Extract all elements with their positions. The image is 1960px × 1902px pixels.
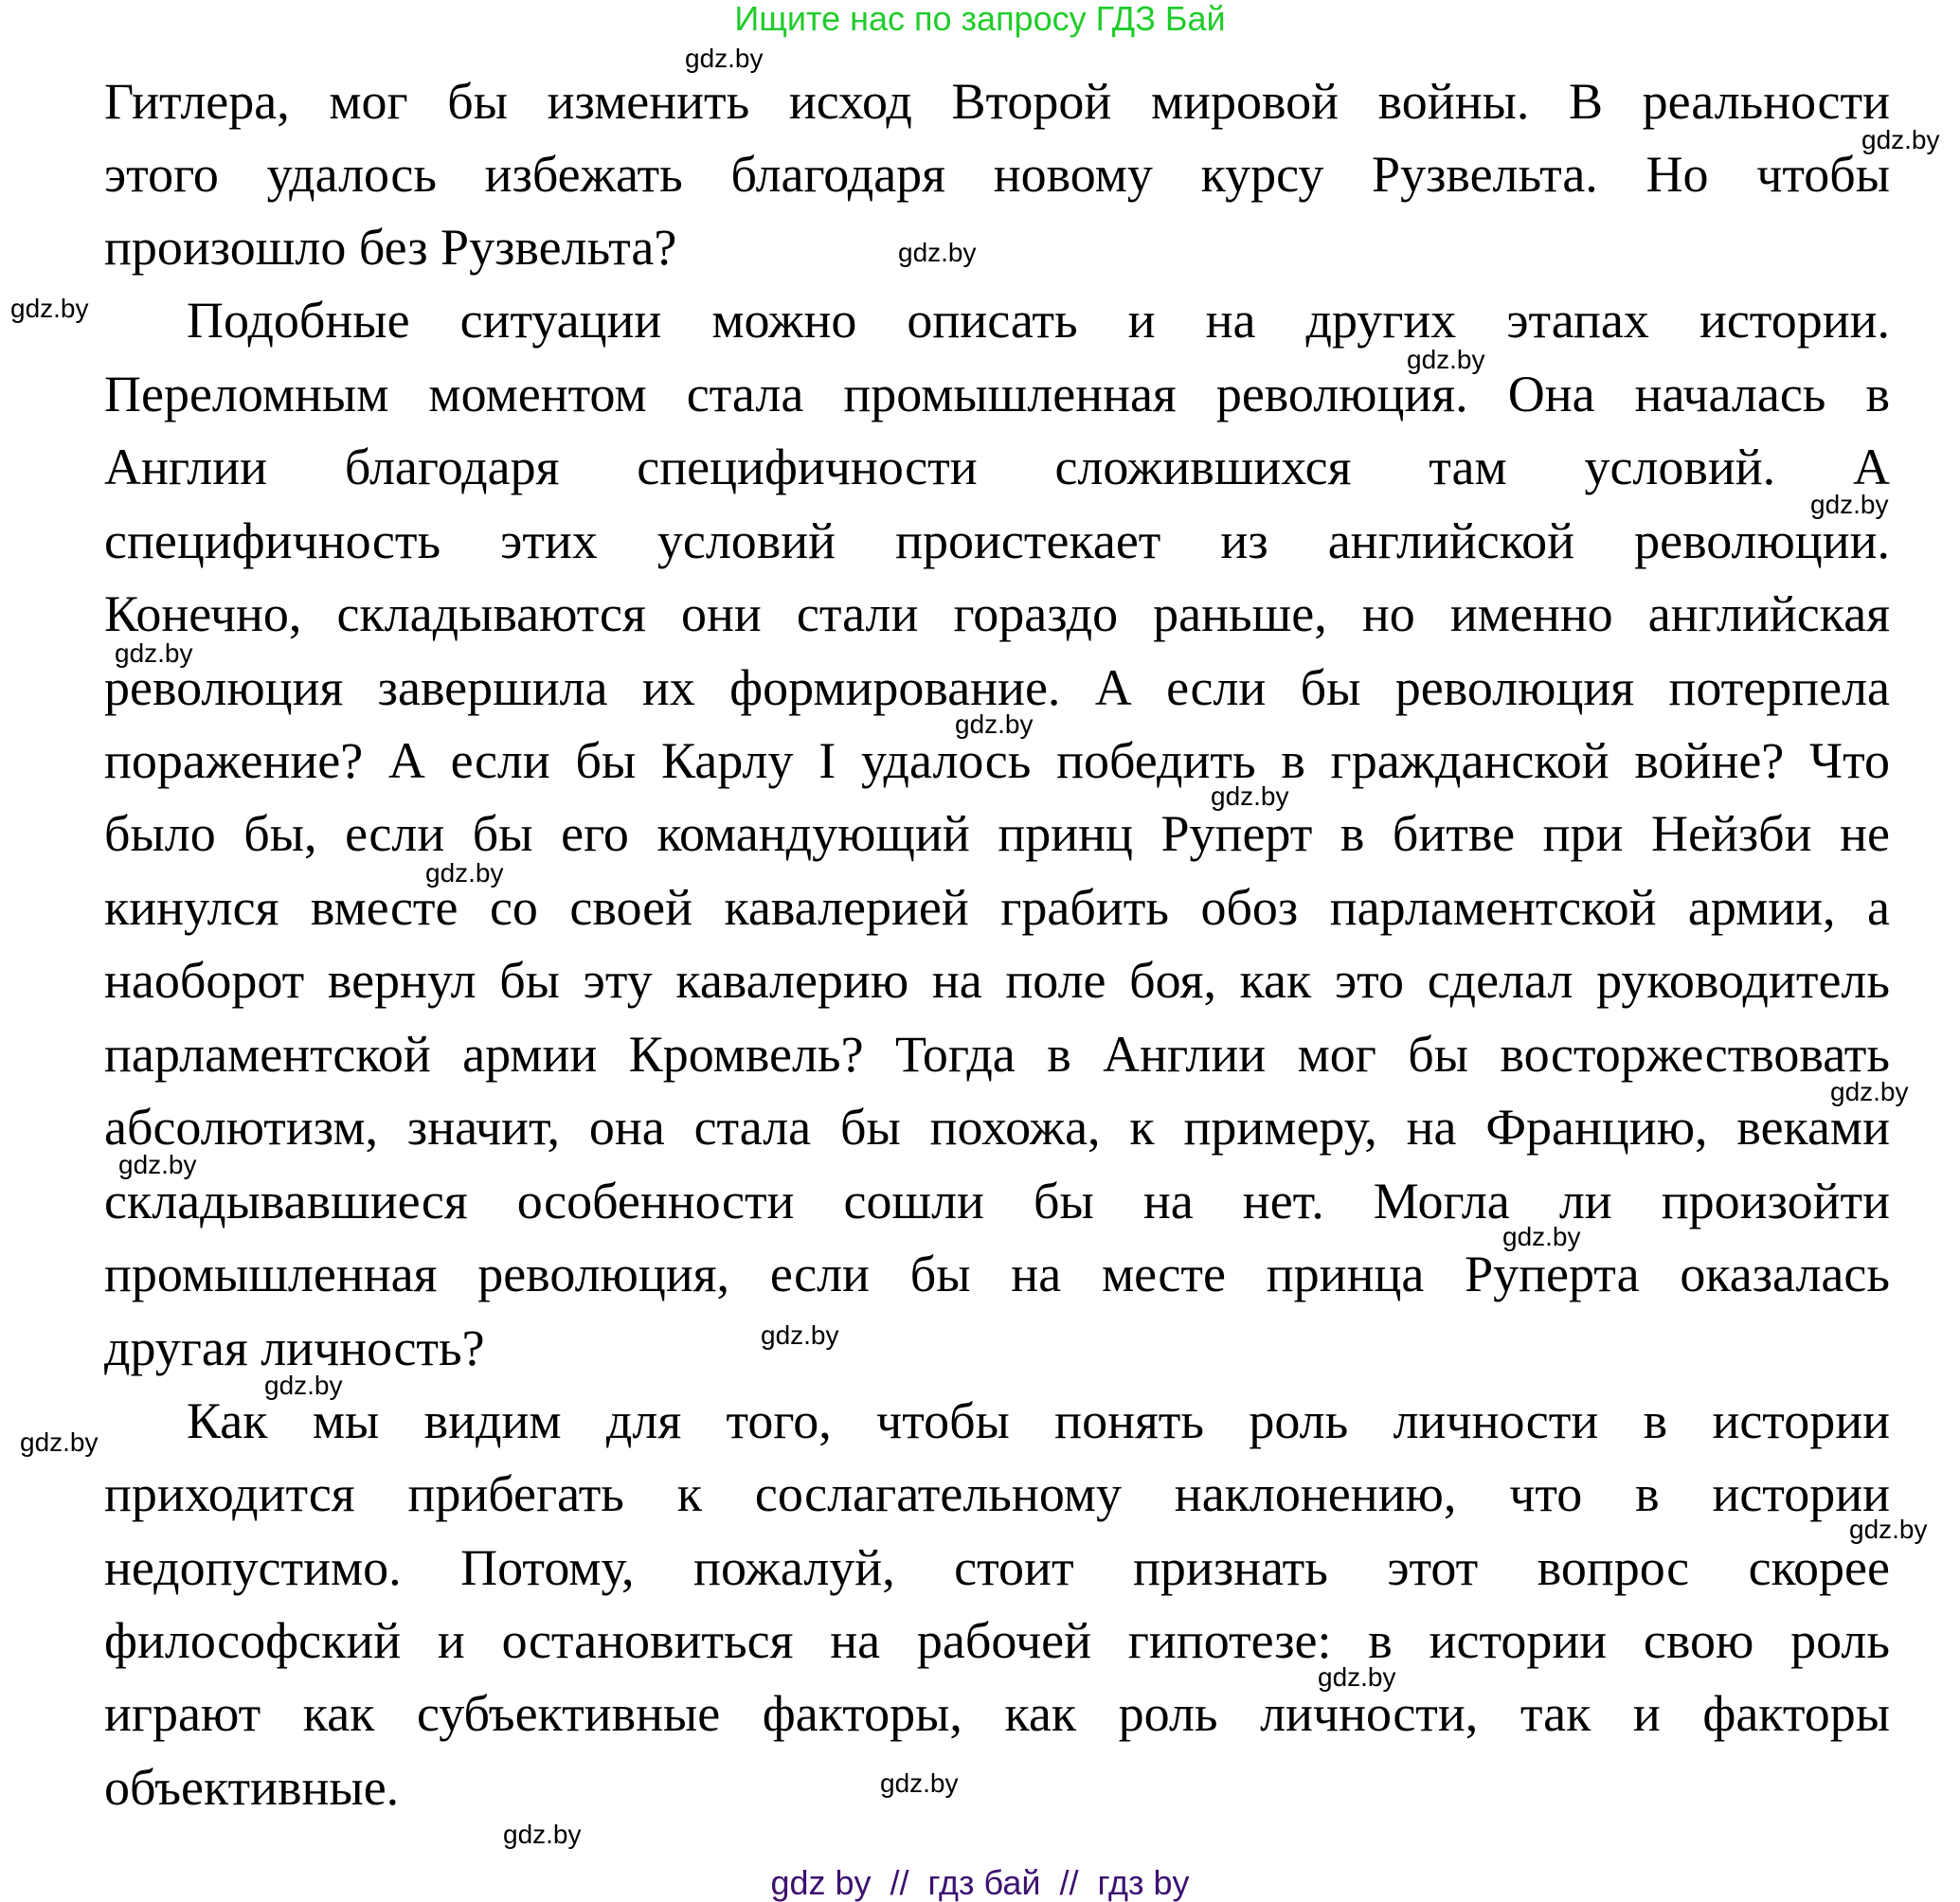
watermark: gdz.by: [20, 1427, 99, 1457]
text-line: Переломным моментом стала промышленная революция. Она началась в: [104, 366, 1890, 422]
text-line: другая личность?: [104, 1319, 485, 1376]
text-line: играют как субъективные факторы, как роль личности, так и факторы: [104, 1685, 1890, 1742]
text-line: Как мы видим для того, чтобы понять роль личности в истории: [187, 1392, 1890, 1449]
watermark: gdz.by: [118, 1150, 197, 1179]
text-line: абсолютизм, значит, она стала бы похожа, к примеру, на Францию, веками: [104, 1099, 1890, 1156]
text-line: парламентской армии Кромвель? Тогда в Англии мог бы восторжествовать: [104, 1026, 1890, 1083]
watermark: gdz.by: [880, 1768, 959, 1798]
text-line: недопустимо. Потому, пожалуй, стоит признать этот вопрос скорее: [104, 1539, 1890, 1596]
watermark: gdz.by: [1211, 781, 1289, 811]
text-line: Англии благодаря специфичности сложившихся там условий. А: [104, 439, 1890, 495]
text-line: специфичность этих условий проистекает из английской революции.: [104, 512, 1890, 569]
text-line: кинулся вместе со своей кавалерией грабить обоз парламентской армии, а: [104, 879, 1890, 936]
text-line: Конечно, складываются они стали гораздо раньше, но именно английская: [104, 585, 1890, 642]
text-line: революция завершила их формирование. А если бы революция потерпела: [104, 659, 1890, 716]
watermark: gdz.by: [115, 638, 193, 668]
watermark: gdz.by: [425, 858, 504, 888]
text-line: приходится прибегать к сослагательному наклонению, что в истории: [104, 1465, 1890, 1522]
watermark: gdz.by: [1861, 125, 1940, 154]
text-line: поражение? А если бы Карлу I удалось победить в гражданской войне? Что: [104, 732, 1890, 789]
watermark: gdz.by: [1318, 1662, 1396, 1692]
text-line: объективные.: [104, 1759, 400, 1816]
text-line: Гитлера, мог бы изменить исход Второй мировой войны. В реальности: [104, 73, 1890, 130]
text-line: философский и остановиться на рабочей гипотезе: в истории свою роль: [104, 1612, 1890, 1669]
text-line: было бы, если бы его командующий принц Руперт в битве при Нейзби не: [104, 805, 1890, 862]
text-line: Подобные ситуации можно описать и на других этапах истории.: [187, 292, 1890, 349]
watermark: gdz.by: [898, 238, 977, 267]
text-line: произошло без Рузвельта?: [104, 219, 677, 276]
watermark: gdz.by: [503, 1820, 582, 1849]
watermark: gdz.by: [955, 709, 1034, 739]
text-line: промышленная революция, если бы на месте принца Руперта оказалась: [104, 1246, 1890, 1302]
text-line: наоборот вернул бы эту кавалерию на поле боя, как это сделал руководитель: [104, 952, 1890, 1009]
watermark: gdz.by: [1810, 490, 1889, 519]
search-hint-banner: Ищите нас по запросу ГДЗ Бай: [734, 0, 1226, 38]
text-line: складывавшиеся особенности сошли бы на нет. Могла ли произойти: [104, 1173, 1890, 1229]
footer-links: gdz by // гдз бай // гдз by: [770, 1863, 1190, 1902]
watermark: gdz.by: [685, 44, 764, 73]
watermark: gdz.by: [1849, 1515, 1928, 1544]
text-line: этого удалось избежать благодаря новому курсу Рузвельта. Но чтобы: [104, 146, 1890, 203]
watermark: gdz.by: [1407, 345, 1485, 374]
watermark: gdz.by: [1502, 1222, 1581, 1251]
watermark: gdz.by: [761, 1320, 839, 1350]
watermark: gdz.by: [1830, 1077, 1909, 1106]
watermark: gdz.by: [10, 294, 89, 323]
watermark: gdz.by: [264, 1371, 343, 1400]
